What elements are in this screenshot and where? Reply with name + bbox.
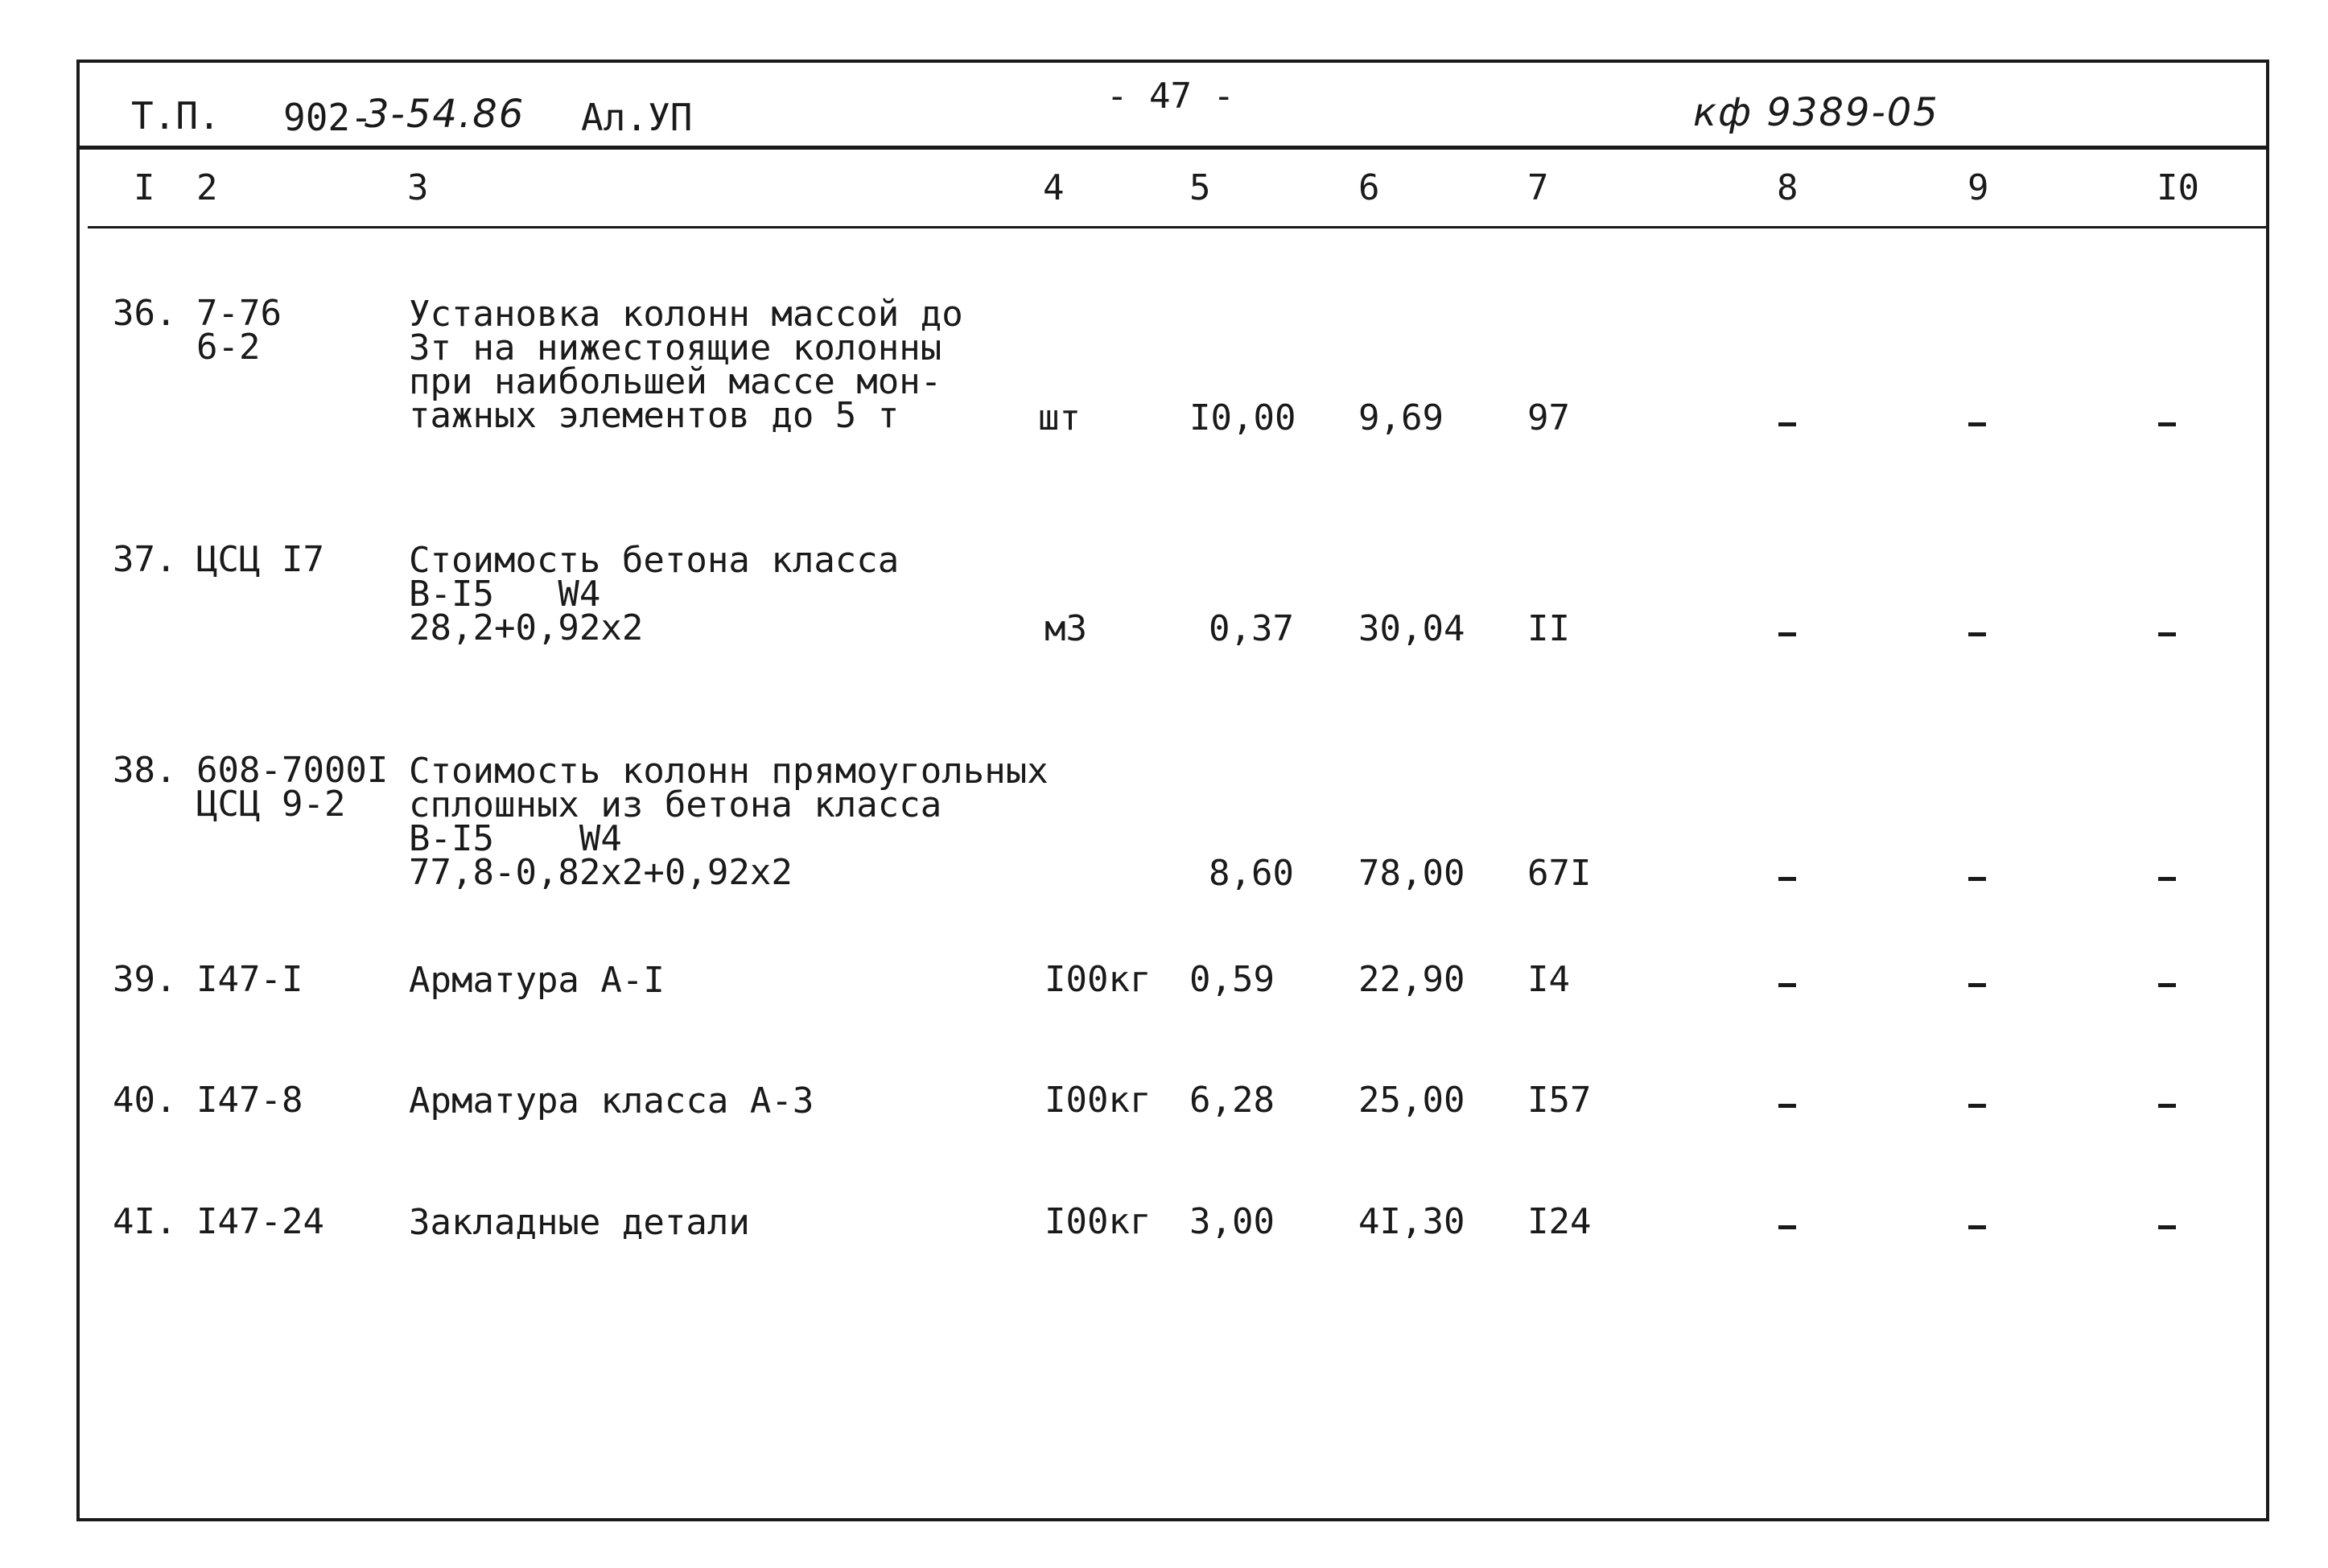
description-line: Стоимость колонн прямоугольных: [409, 751, 1049, 792]
unit-price: 22,90: [1358, 959, 1465, 1000]
description-line: при наибольшей массе мон-: [409, 361, 942, 402]
description-line: Арматура А-I: [409, 960, 665, 1001]
description-line: тажных элементов до 5 т: [409, 395, 900, 436]
column-10-dash: [2158, 1225, 2176, 1229]
unit-price: 30,04: [1358, 608, 1465, 649]
column-number-6: 6: [1358, 167, 1380, 208]
column-10-dash: [2158, 422, 2176, 426]
page-number: - 47 -: [1106, 76, 1234, 117]
column-number-2: 2: [196, 167, 218, 208]
quantity: I0,00: [1189, 397, 1296, 438]
description-line: сплошных из бетона класса: [409, 784, 942, 825]
row-number: 37.: [113, 539, 177, 580]
quantity: 6,28: [1189, 1080, 1275, 1121]
total-cost: I24: [1527, 1201, 1592, 1242]
quantity: 0,59: [1189, 959, 1275, 1000]
norm-code-line: 608-7000I: [196, 750, 389, 791]
description-line: Стоимость бетона класса: [409, 540, 900, 581]
column-9-dash: [1968, 422, 1986, 426]
column-number-8: 8: [1777, 167, 1799, 208]
column-number-4: 4: [1043, 167, 1065, 208]
total-cost: I57: [1527, 1080, 1592, 1121]
column-number-10: I0: [2157, 167, 2199, 208]
column-header-divider: [88, 226, 2266, 228]
quantity: 3,00: [1189, 1201, 1275, 1242]
unit-price: 78,00: [1358, 853, 1465, 894]
column-8-dash: [1778, 1104, 1796, 1108]
unit: I00кг: [1045, 959, 1152, 1000]
column-8-dash: [1778, 983, 1796, 987]
unit: шт: [1038, 397, 1081, 438]
column-8-dash: [1778, 1225, 1796, 1229]
column-10-dash: [2158, 1104, 2176, 1108]
norm-code-line: I47-I: [196, 959, 303, 1000]
unit: м3: [1045, 608, 1087, 649]
norm-code-line: 6-2: [196, 327, 261, 368]
unit: I00кг: [1045, 1201, 1152, 1242]
row-number: 4I.: [113, 1201, 177, 1242]
row-number: 36.: [113, 293, 177, 334]
description-line: 3т на нижестоящие колонны: [409, 327, 942, 368]
description-line: 77,8-0,82х2+0,92х2: [409, 852, 793, 893]
quantity: 8,60: [1209, 853, 1294, 894]
column-number-3: 3: [407, 167, 429, 208]
unit: I00кг: [1045, 1080, 1152, 1121]
album-label: Ал.УП: [581, 96, 693, 139]
column-8-dash: [1778, 632, 1796, 636]
row-number: 38.: [113, 750, 177, 791]
norm-code-line: I47-24: [196, 1201, 324, 1242]
project-number-printed: 902-: [283, 96, 373, 139]
column-9-dash: [1968, 983, 1986, 987]
unit-price: 4I,30: [1358, 1201, 1465, 1242]
total-cost: II: [1527, 608, 1570, 649]
total-cost: I4: [1527, 959, 1570, 1000]
row-number: 40.: [113, 1080, 177, 1121]
column-number-7: 7: [1527, 167, 1549, 208]
header-divider: [80, 146, 2266, 150]
unit-price: 9,69: [1358, 397, 1444, 438]
column-8-dash: [1778, 422, 1796, 426]
project-number-handwritten: 3-54.86: [365, 92, 525, 137]
stamp-handwritten: кф 9389-05: [1693, 90, 1939, 135]
total-cost: 67I: [1527, 853, 1592, 894]
column-number-5: 5: [1189, 167, 1211, 208]
document-frame: [76, 60, 2269, 1521]
description-line: 28,2+0,92х2: [409, 607, 644, 648]
column-9-dash: [1968, 877, 1986, 881]
column-9-dash: [1968, 1225, 1986, 1229]
column-9-dash: [1968, 1104, 1986, 1108]
description-line: Закладные детали: [409, 1202, 750, 1243]
norm-code-line: 7-76: [196, 293, 282, 334]
total-cost: 97: [1527, 397, 1570, 438]
description-line: Арматура класса А-3: [409, 1080, 814, 1121]
column-number-1: I: [134, 167, 155, 208]
description-line: Установка колонн массой до: [409, 294, 963, 335]
row-number: 39.: [113, 959, 177, 1000]
norm-code-line: ЦСЦ 9-2: [196, 784, 346, 825]
column-10-dash: [2158, 983, 2176, 987]
column-number-9: 9: [1967, 167, 1989, 208]
column-8-dash: [1778, 877, 1796, 881]
description-line: В-I5 W4: [409, 818, 622, 859]
unit-price: 25,00: [1358, 1080, 1465, 1121]
column-9-dash: [1968, 632, 1986, 636]
norm-code-line: ЦСЦ I7: [196, 539, 324, 580]
norm-code-line: I47-8: [196, 1080, 303, 1121]
column-10-dash: [2158, 632, 2176, 636]
column-10-dash: [2158, 877, 2176, 881]
description-line: В-I5 W4: [409, 574, 601, 615]
quantity: 0,37: [1209, 608, 1294, 649]
tp-label: Т.П.: [131, 94, 220, 138]
